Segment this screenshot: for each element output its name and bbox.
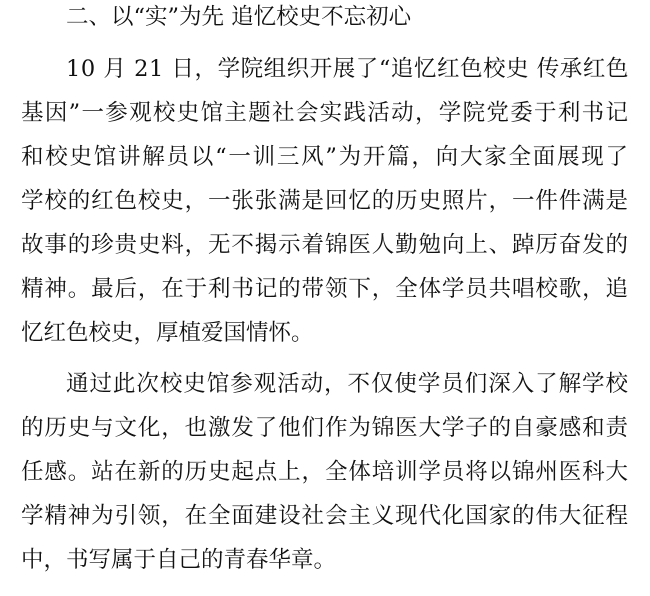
paragraph-line: 忆红色校史，厚植爱国情怀。 xyxy=(21,320,314,346)
paragraph-line: 10 月 21 日，学院组织开展了“追忆红色校史 传承红色 xyxy=(66,56,629,82)
section-heading: 二、以“实”为先 追忆校史不忘初心 xyxy=(66,4,412,30)
paragraph-line: 通过此次校史馆参观活动，不仅使学员们深入了解学校 xyxy=(66,371,629,397)
paragraph-line: 中，书写属于自己的青春华章。 xyxy=(21,547,337,573)
paragraph-line: 故事的珍贵史料，无不揭示着锦医人勤勉向上、踔厉奋发的 xyxy=(21,232,629,258)
paragraph-line: 精神。最后，在于利书记的带领下，全体学员共唱校歌，追 xyxy=(21,276,629,302)
paragraph-line: 学精神为引领，在全面建设社会主义现代化国家的伟大征程 xyxy=(21,503,629,529)
paragraph-line: 任感。站在新的历史起点上，全体培训学员将以锦州医科大 xyxy=(21,459,629,485)
paragraph-line: 学校的红色校史，一张张满是回忆的历史照片，一件件满是 xyxy=(21,188,629,214)
paragraph-line: 的历史与文化，也激发了他们作为锦医大学子的自豪感和责 xyxy=(21,415,629,441)
paragraph-line: 基因”一参观校史馆主题社会实践活动，学院党委于利书记 xyxy=(21,100,630,126)
paragraph-line: 和校史馆讲解员以“一训三风”为开篇，向大家全面展现了 xyxy=(21,144,630,170)
